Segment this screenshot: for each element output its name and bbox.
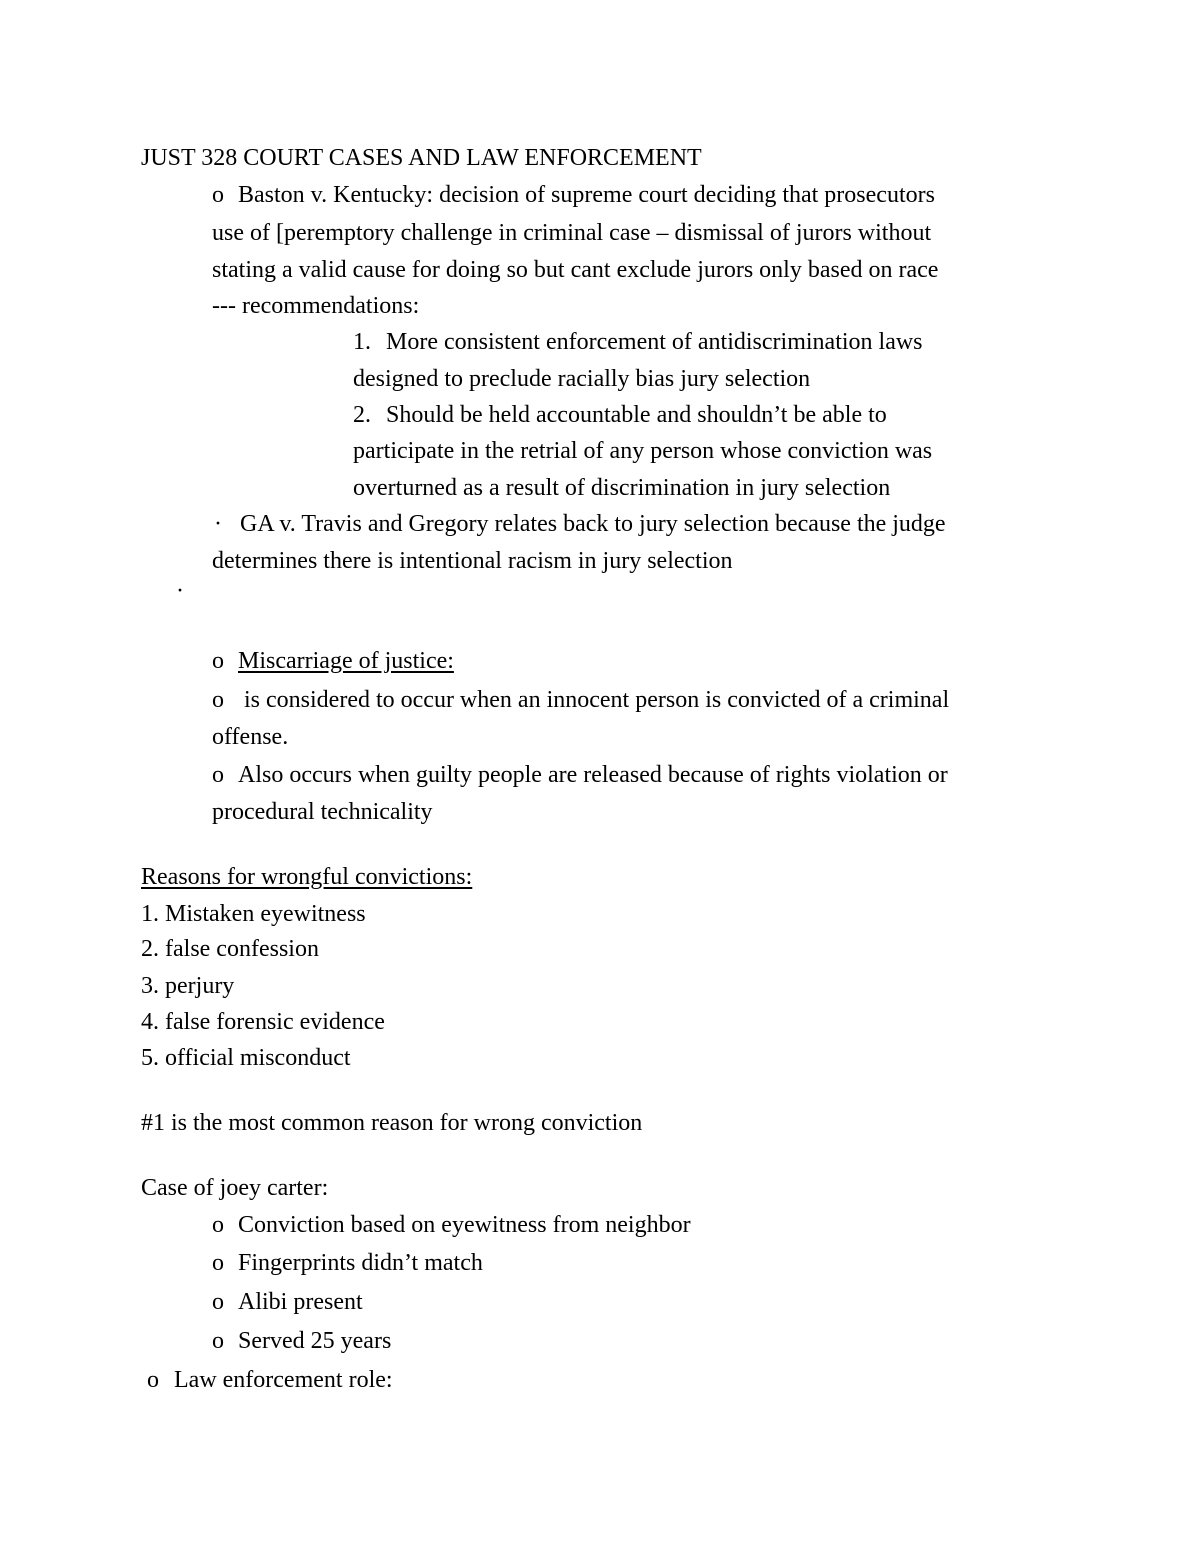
- batson-line-3: stating a valid cause for doing so but cant exclude jurors only based on race: [212, 257, 939, 283]
- bullet-dot: ·: [214, 511, 222, 537]
- miscarriage-point-2-line-2: procedural technicality: [212, 799, 433, 825]
- recommendation-number: 2.: [353, 402, 371, 428]
- batson-line-2: use of [peremptory challenge in criminal case – dismissal of jurors without: [212, 220, 932, 246]
- bullet-o: o: [212, 182, 224, 208]
- carter-item: Alibi present: [238, 1289, 363, 1315]
- carter-item: Fingerprints didn’t match: [238, 1250, 483, 1276]
- travis-line-1: GA v. Travis and Gregory relates back to jury selection because the judge: [240, 511, 946, 537]
- miscarriage-point-2-line-1: Also occurs when guilty people are released because of rights violation or: [238, 762, 948, 788]
- stray-dot: ·: [176, 578, 184, 604]
- bullet-o: o: [212, 1212, 224, 1238]
- bullet-o: o: [212, 762, 224, 788]
- recommendation-number: 1.: [353, 329, 371, 355]
- carter-heading: Case of joey carter:: [141, 1175, 329, 1201]
- reason-item: 3. perjury: [141, 973, 235, 999]
- reason-item: 1. Mistaken eyewitness: [141, 901, 366, 927]
- travis-line-2: determines there is intentional racism in jury selection: [212, 548, 733, 574]
- bullet-o: o: [212, 1250, 224, 1276]
- law-enforcement-label: Law enforcement role:: [174, 1367, 393, 1393]
- carter-item: Conviction based on eyewitness from neighbor: [238, 1212, 691, 1238]
- reason-item: 4. false forensic evidence: [141, 1009, 385, 1035]
- miscarriage-point-1-line-1: is considered to occur when an innocent person is convicted of a criminal: [244, 687, 950, 713]
- bullet-o: o: [212, 648, 224, 674]
- page-title: JUST 328 COURT CASES AND LAW ENFORCEMENT: [141, 145, 702, 171]
- reasons-note: #1 is the most common reason for wrong conviction: [141, 1110, 643, 1136]
- recommendation-2-line-2: participate in the retrial of any person whose conviction was: [353, 438, 933, 464]
- batson-line-1: Baston v. Kentucky: decision of supreme court deciding that prosecutors: [238, 182, 935, 208]
- recommendation-1-line-1: More consistent enforcement of antidiscrimination laws: [386, 329, 923, 355]
- recommendation-1-line-2: designed to preclude racially bias jury selection: [353, 366, 811, 392]
- bullet-o: o: [212, 1289, 224, 1315]
- miscarriage-heading: Miscarriage of justice:: [238, 648, 454, 674]
- reason-item: 5. official misconduct: [141, 1045, 351, 1071]
- recommendation-2-line-3: overturned as a result of discrimination in jury selection: [353, 475, 891, 501]
- bullet-o: o: [147, 1367, 159, 1393]
- bullet-o: o: [212, 687, 224, 713]
- reasons-heading: Reasons for wrongful convictions:: [141, 864, 473, 890]
- bullet-o: o: [212, 1328, 224, 1354]
- miscarriage-point-1-line-2: offense.: [212, 724, 289, 750]
- recommendation-2-line-1: Should be held accountable and shouldn’t be able to: [386, 402, 887, 428]
- batson-line-4: --- recommendations:: [212, 293, 420, 319]
- reason-item: 2. false confession: [141, 936, 319, 962]
- carter-item: Served 25 years: [238, 1328, 392, 1354]
